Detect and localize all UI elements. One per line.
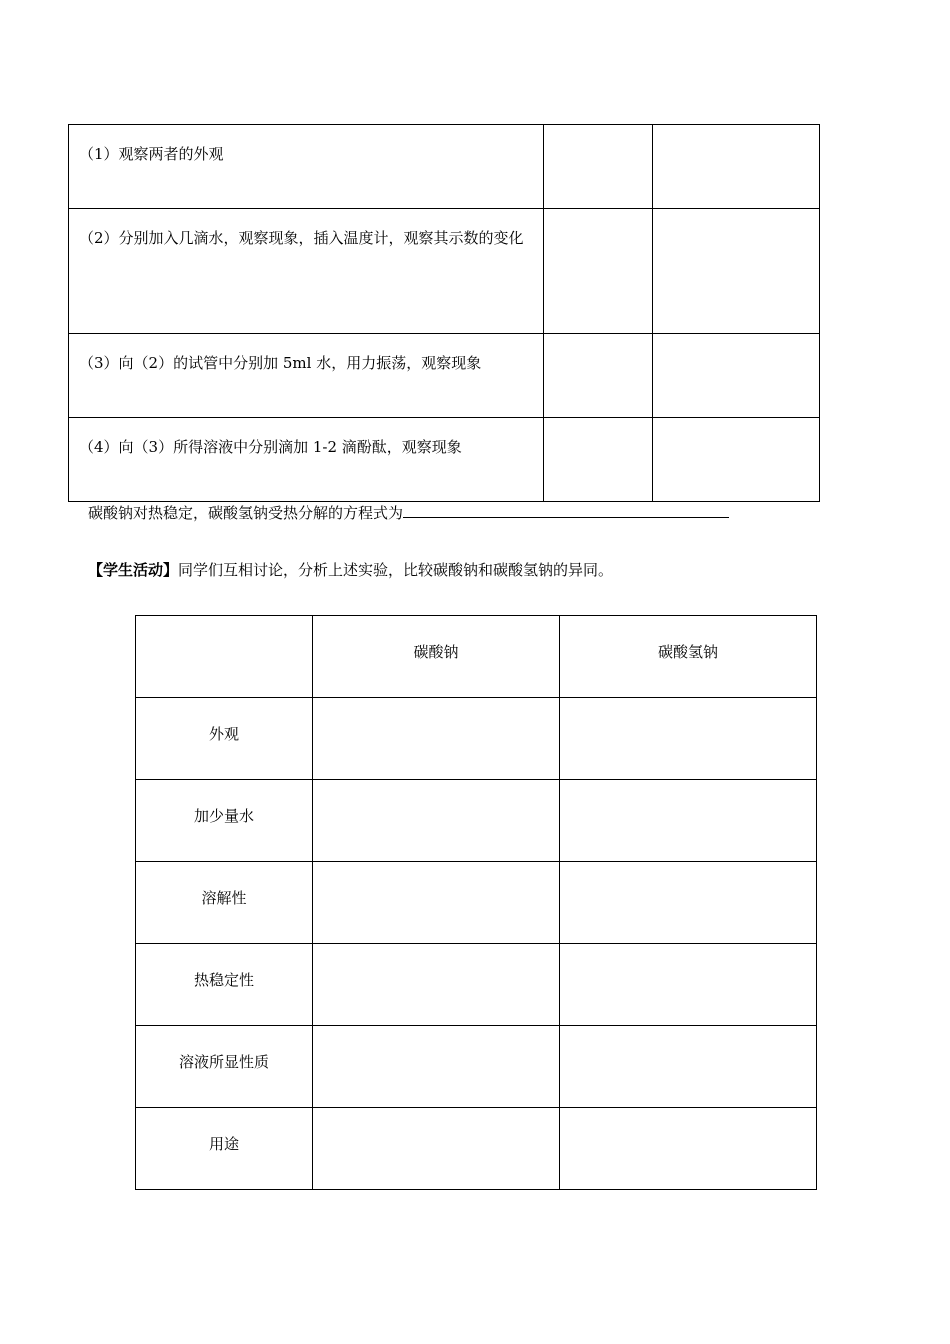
answer-cell[interactable]	[313, 698, 560, 780]
answer-cell[interactable]	[560, 780, 817, 862]
table-header-row	[136, 616, 817, 698]
answer-cell[interactable]	[313, 1108, 560, 1190]
row-label: 溶液所显性质	[136, 1026, 313, 1108]
experiment-step-cell	[69, 418, 544, 502]
experiment-blank-cell[interactable]	[653, 334, 820, 418]
answer-blank[interactable]	[403, 499, 729, 518]
experiment-blank-cell[interactable]	[544, 125, 653, 209]
table-row	[136, 1026, 817, 1108]
experiment-step-cell	[69, 209, 544, 334]
experiment-blank-cell[interactable]	[653, 125, 820, 209]
experiment-step-text: （1）观察两者的外观	[79, 145, 224, 163]
header-cell-sodium-bicarbonate: 碳酸氢钠	[560, 616, 817, 698]
experiment-step-text: （2）分别加入几滴水，观察现象，插入温度计，观察其示数的变化	[79, 229, 524, 247]
header-cell-empty	[136, 616, 313, 698]
answer-cell[interactable]	[313, 1026, 560, 1108]
experiment-blank-cell[interactable]	[653, 418, 820, 502]
table-row	[136, 944, 817, 1026]
activity-text: 同学们互相讨论，分析上述实验，比较碳酸钠和碳酸氢钠的异同。	[178, 561, 614, 579]
table-row	[136, 698, 817, 780]
experiment-blank-cell[interactable]	[544, 334, 653, 418]
answer-cell[interactable]	[560, 698, 817, 780]
table-row	[136, 1108, 817, 1190]
table-row	[69, 418, 820, 502]
row-label: 溶解性	[136, 862, 313, 944]
row-label: 加少量水	[136, 780, 313, 862]
comparison-table	[135, 615, 817, 1190]
table-row	[69, 334, 820, 418]
answer-cell[interactable]	[313, 780, 560, 862]
header-cell-sodium-carbonate: 碳酸钠	[313, 616, 560, 698]
experiment-blank-cell[interactable]	[544, 209, 653, 334]
activity-tag: 【学生活动】	[88, 561, 179, 579]
experiment-blank-cell[interactable]	[544, 418, 653, 502]
conclusion-line	[88, 499, 729, 525]
experiment-step-text: （4）向（3）所得溶液中分别滴加 1-2 滴酚酞，观察现象	[79, 438, 462, 456]
answer-cell[interactable]	[560, 944, 817, 1026]
table-row	[136, 780, 817, 862]
table-row	[136, 862, 817, 944]
row-label: 用途	[136, 1108, 313, 1190]
answer-cell[interactable]	[560, 1026, 817, 1108]
experiment-step-cell	[69, 334, 544, 418]
student-activity	[88, 558, 613, 582]
table-row	[69, 125, 820, 209]
row-label: 外观	[136, 698, 313, 780]
answer-cell[interactable]	[560, 862, 817, 944]
table-row	[69, 209, 820, 334]
conclusion-text: 碳酸钠对热稳定，碳酸氢钠受热分解的方程式为	[88, 504, 404, 522]
answer-cell[interactable]	[313, 944, 560, 1026]
answer-cell[interactable]	[313, 862, 560, 944]
experiment-step-text: （3）向（2）的试管中分别加 5ml 水，用力振荡，观察现象	[79, 354, 482, 372]
experiment-blank-cell[interactable]	[653, 209, 820, 334]
experiment-step-cell	[69, 125, 544, 209]
answer-cell[interactable]	[560, 1108, 817, 1190]
row-label: 热稳定性	[136, 944, 313, 1026]
experiment-table	[68, 124, 820, 502]
